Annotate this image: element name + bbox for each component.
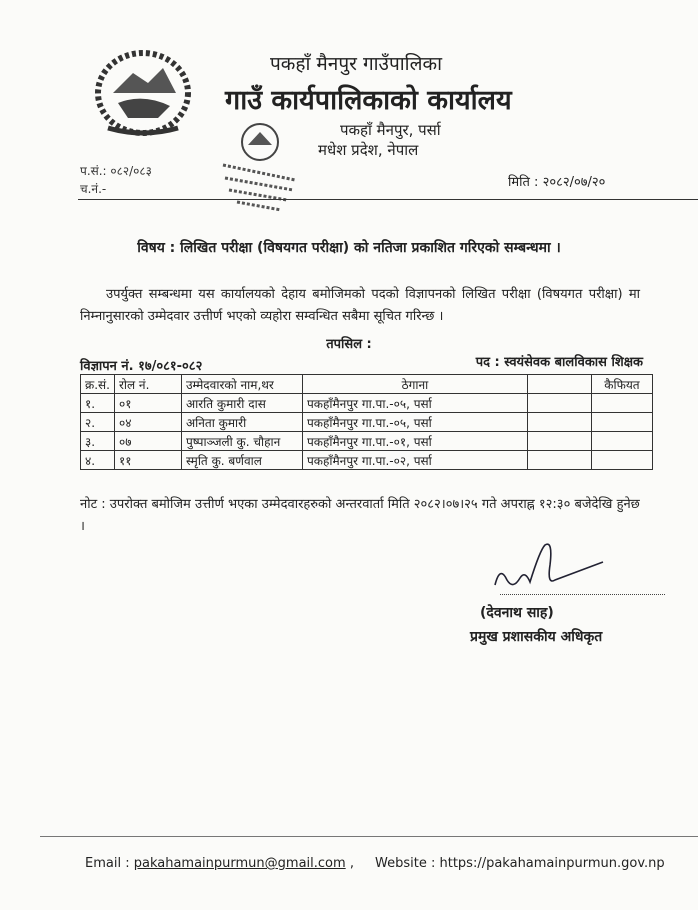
address-line-2: मधेश प्रदेश, नेपाल [318, 141, 419, 159]
footer-email [85, 856, 354, 871]
table-row [81, 451, 653, 470]
header-cell: क्र.सं. [81, 375, 115, 394]
details-label: तपसिल : [326, 337, 372, 352]
reference-number: प.सं.: ०८२/०८३ [80, 164, 152, 178]
cell: पकहाँमैनपुर गा.पा.-०१, पर्सा [302, 432, 527, 451]
cell: ०४ [114, 413, 181, 432]
cell: ०१ [114, 394, 181, 413]
header-cell [527, 375, 591, 394]
post-name: पद : स्वयंसेवक बालविकास शिक्षक [475, 355, 643, 370]
header-cell: उम्मेदवारको नाम,थर [181, 375, 302, 394]
header-divider [78, 199, 698, 200]
advertisement-number: विज्ञापन नं. १७/०८१-०८२ [80, 359, 203, 374]
body-paragraph: उपर्युक्त सम्बन्धमा यस कार्यालयको देहाय बमोजिमको पदको विज्ञापनको लिखित परीक्षा (विषयगत परीक्षा) मा निम्नानुसारको उम्मेदवार उत्तीर्ण भएको व्यहोरा सम्वन्धित सबैमा सूचित गरिन्छ । [80, 287, 640, 324]
cell: २. [81, 413, 115, 432]
cell: पकहाँमैनपुर गा.पा.-०२, पर्सा [302, 451, 527, 470]
municipality-name: पकहाँ मैनपुर गाउँपालिका [270, 53, 443, 75]
table-row [81, 432, 653, 451]
cell: ११ [114, 451, 181, 470]
results-table [80, 374, 653, 470]
email-link[interactable]: pakahamainpurmun@gmail.com [133, 856, 346, 871]
cell: ४. [81, 451, 115, 470]
cell [591, 394, 652, 413]
cell: अनिता कुमारी [181, 413, 302, 432]
cell: स्मृति कु. बर्णवाल [181, 451, 302, 470]
table-header-row [81, 375, 653, 394]
cell [591, 413, 652, 432]
email-label: Email : [85, 856, 130, 871]
footer-divider [40, 836, 698, 837]
website-label: Website : [375, 856, 436, 871]
nepal-emblem-logo [88, 38, 198, 138]
footer-website [375, 856, 665, 871]
interview-note: नोट : उपरोक्त बमोजिम उत्तीर्ण भएका उम्मेदवारहरुको अन्तरवार्ता मिति २०८२।०७।२५ गते अपराह्न १२:३० बजेदेखि हुनेछ । [80, 497, 640, 534]
signature-line [500, 594, 665, 595]
cell [527, 432, 591, 451]
cell: ०७ [114, 432, 181, 451]
address-line-1: पकहाँ मैनपुर, पर्सा [340, 121, 441, 139]
office-stamp [215, 120, 305, 215]
table-row [81, 413, 653, 432]
email-separator: , [349, 856, 354, 871]
cell: पकहाँमैनपुर गा.पा.-०५, पर्सा [302, 413, 527, 432]
signatory-name: (देवनाथ साह) [480, 605, 554, 621]
subject-line: विषय : लिखित परीक्षा (विषयगत परीक्षा) को नतिजा प्रकाशित गरिएको सम्बन्धमा । [137, 240, 561, 256]
cell: पुष्पाञ्जली कु. चौहान [181, 432, 302, 451]
cell: पकहाँमैनपुर गा.पा.-०५, पर्सा [302, 394, 527, 413]
cell: ३. [81, 432, 115, 451]
header-cell: कैफियत [591, 375, 652, 394]
letter-date: मिति : २०८२/०७/२० [508, 175, 606, 190]
signature [485, 540, 605, 600]
cell [527, 413, 591, 432]
cell [527, 451, 591, 470]
cell: आरति कुमारी दास [181, 394, 302, 413]
cell [591, 451, 652, 470]
table-row [81, 394, 653, 413]
cell: १. [81, 394, 115, 413]
header-cell: रोल नं. [114, 375, 181, 394]
cell [527, 394, 591, 413]
header-cell: ठेगाना [302, 375, 527, 394]
website-url[interactable]: https://pakahamainpurmun.gov.np [439, 856, 665, 871]
signatory-title: प्रमुख प्रशासकीय अधिकृत [470, 629, 603, 645]
office-name: गाउँ कार्यपालिकाको कार्यालय [225, 85, 512, 116]
cell [591, 432, 652, 451]
dispatch-number: च.नं.- [80, 182, 107, 196]
